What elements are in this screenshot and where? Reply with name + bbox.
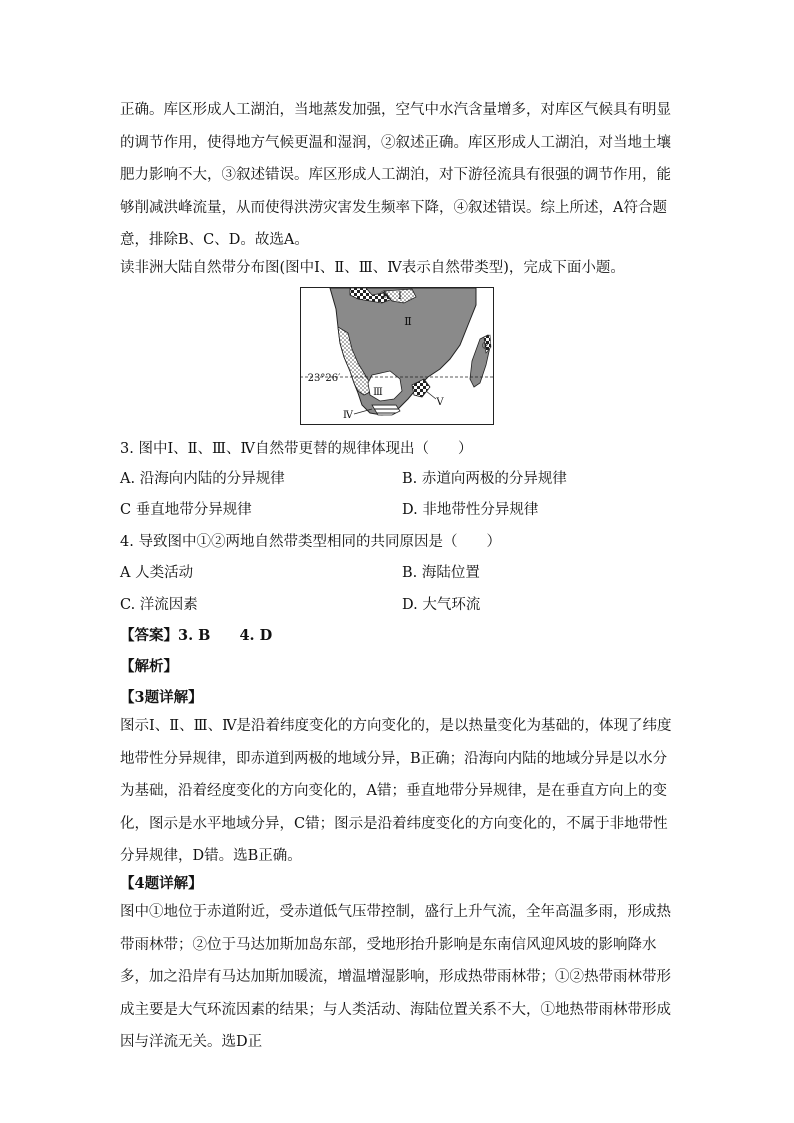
map-label-III: Ⅲ — [373, 387, 383, 398]
map-label-I: Ⅰ — [398, 291, 402, 302]
map-label-latitude: 23°26′ — [307, 373, 341, 384]
map-label-IV: Ⅳ — [343, 410, 353, 421]
q4-stem: 4. 导致图中①②两地自然带类型相同的共同原因是（ ） — [120, 534, 501, 550]
q3-option-a: A. 沿海向内陆的分异规律 — [120, 471, 285, 487]
q3-detail-text: 图示Ⅰ、Ⅱ、Ⅲ、Ⅳ是沿着纬度变化的方向变化的，是以热量变化为基础的，体现了纬度地带性分异规律，即赤道到两极的地域分异，B正确；沿海向内陆的地域分异是以水分为基础，沿着经度变化的方向变化的，A错；垂直地带分异规律，是在垂直方向上的变化，图示是水平地域分异，C错；图示是沿着纬度变化的方向变化的，不属于非地带性分异规律，D错。选B正确。 — [120, 718, 672, 864]
paragraph-prev-answer: 正确。库区形成人工湖泊，当地蒸发加强，空气中水汽含量增多，对库区气候具有明显的调节作用，使得地方气候更温和湿润，②叙述正确。库区形成人工湖泊，对当地土壤肥力影响不大，③叙述错误。库区形成人工湖泊，对下游径流具有很强的调节作用，能够削减洪峰流量，从而使得洪涝灾害发生频率下降，④叙述错误。综上所述，A符合题意，排除B、C、D。故选A。 — [120, 102, 671, 248]
map-label-V: Ⅴ — [436, 397, 444, 408]
analysis-heading: 【解析】 — [120, 658, 178, 675]
q3-option-c: C 垂直地带分异规律 — [120, 502, 252, 518]
question-intro: 读非洲大陆自然带分布图(图中Ⅰ、Ⅱ、Ⅲ、Ⅳ表示自然带类型)，完成下面小题。 — [120, 260, 625, 276]
q3-option-d: D. 非地带性分异规律 — [402, 502, 539, 518]
answer-line: 【答案】3. B 4. D — [120, 627, 273, 644]
map-label-circle-1: ① — [379, 290, 389, 301]
q3-stem: 3. 图中Ⅰ、Ⅱ、Ⅲ、Ⅳ自然带更替的规律体现出（ ） — [120, 441, 473, 457]
africa-natural-belts-map — [300, 287, 494, 425]
q4-option-d: D. 大气环流 — [402, 597, 481, 613]
q4-option-a: A 人类活动 — [120, 565, 194, 581]
map-label-circle-2: ② — [481, 341, 491, 352]
q4-detail-heading: 【4题详解】 — [120, 875, 203, 892]
q3-option-b: B. 赤道向两极的分异规律 — [402, 471, 567, 487]
q4-option-b: B. 海陆位置 — [402, 565, 480, 581]
q4-detail-text: 图中①地位于赤道附近，受赤道低气压带控制，盛行上升气流，全年高温多雨，形成热带雨林带；②位于马达加斯加岛东部，受地形抬升影响是东南信风迎风坡的影响降水多，加之沿岸有马达加斯加暖流，增温增湿影响，形成热带雨林带；①②热带雨林带形成主要是大气环流因素的结果；与人类活动、海陆位置关系不大，①地热带雨林带形成因与洋流无关。选D正 — [120, 904, 671, 1050]
map-label-II: Ⅱ — [404, 315, 412, 328]
q3-detail-heading: 【3题详解】 — [120, 689, 203, 706]
q4-option-c: C. 洋流因素 — [120, 597, 198, 613]
